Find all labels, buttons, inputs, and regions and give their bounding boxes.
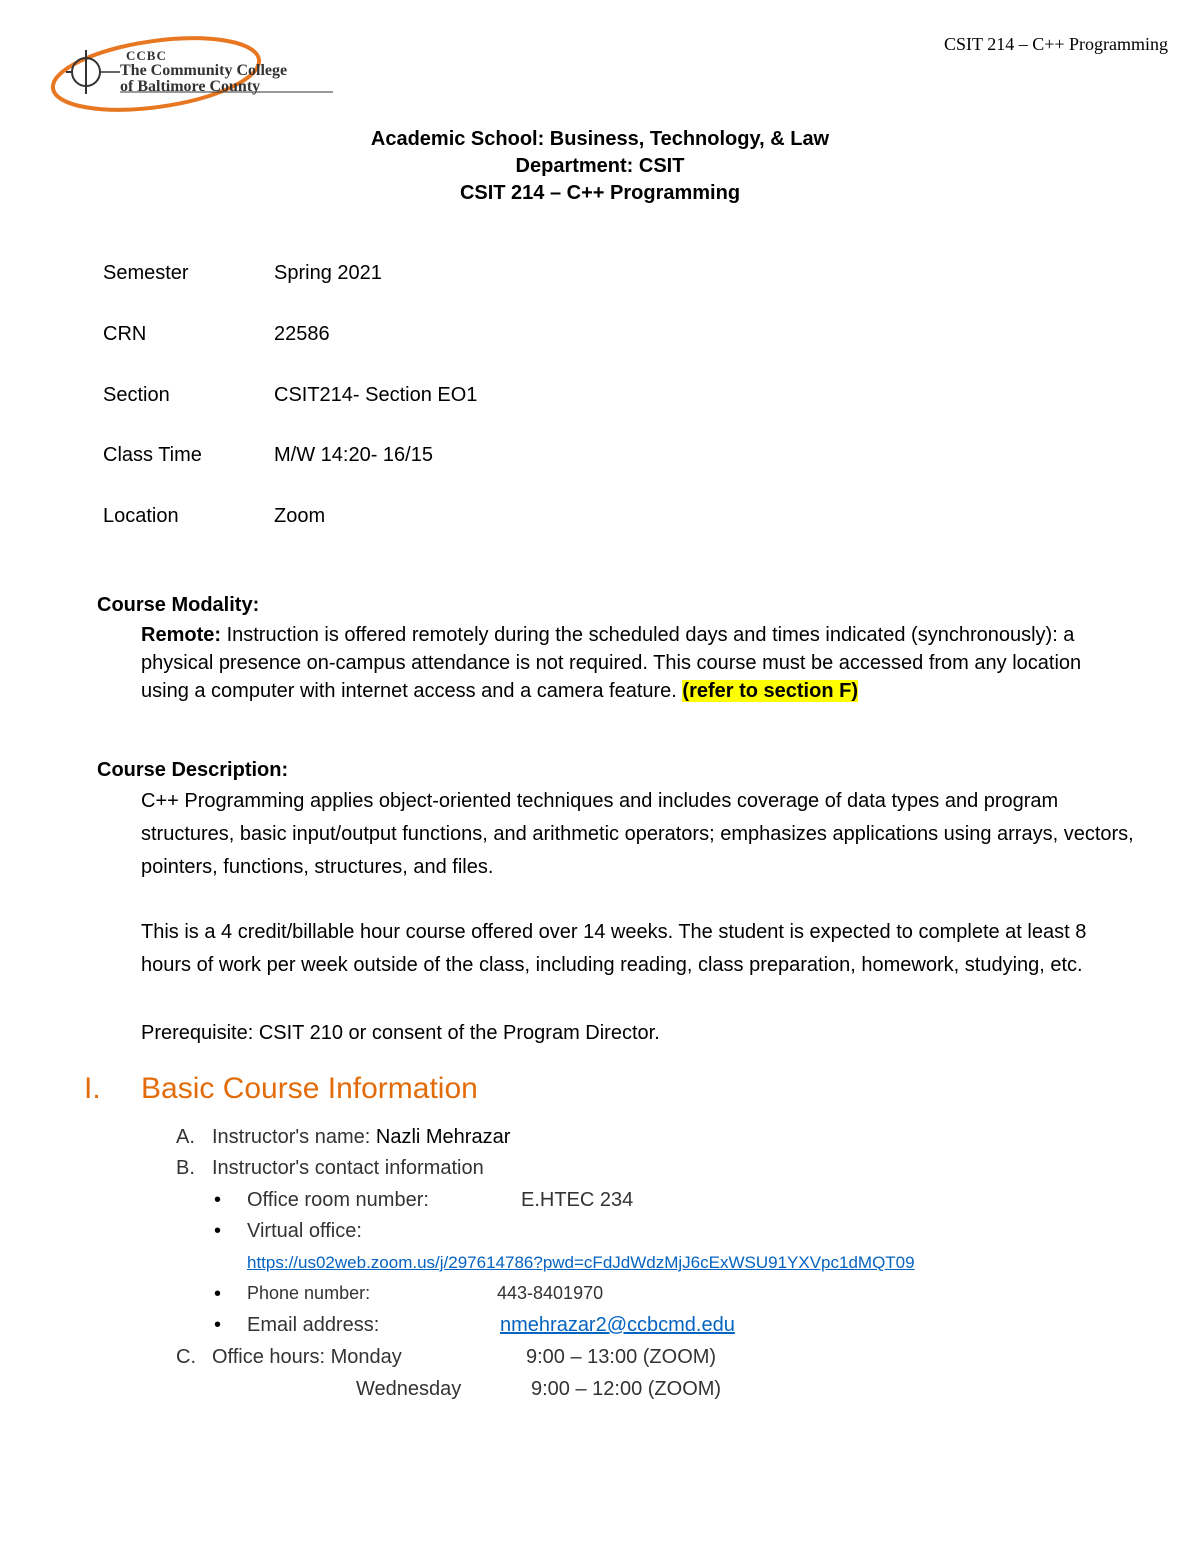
description-heading: Course Description: (97, 759, 289, 781)
title-block (0, 126, 1200, 207)
instructor-name-item (212, 1126, 510, 1149)
class-time-label: Class Time (103, 444, 202, 466)
bullet-icon: • (214, 1220, 222, 1242)
crn-value: 22586 (274, 323, 330, 345)
logo-line-1: The Community College (120, 62, 288, 79)
modality-text: Instruction is offered remotely during the scheduled days and times indicated (synchronously): a physical presence on-campus attendance is not required. This course must be accessed from any location using a computer with internet access and a camera feature. (141, 624, 1082, 702)
section-value: CSIT214- Section EO1 (274, 384, 478, 406)
crn-label: CRN (103, 323, 147, 345)
office-room-label: Office room number: (247, 1189, 429, 1211)
logo-abbr: CCBC (126, 48, 167, 63)
modality-heading: Course Modality: (97, 594, 260, 616)
college-logo (48, 36, 348, 116)
section-title: Basic Course Information (141, 1072, 478, 1105)
department-title: Department: CSIT (515, 155, 685, 177)
bullet-icon: • (214, 1314, 222, 1336)
instructor-name-label: Instructor's name: (212, 1126, 376, 1148)
contact-info-label: Instructor's contact information (212, 1157, 484, 1179)
description-paragraph-2: This is a 4 credit/billable hour course offered over 14 weeks. The student is expected to complete at least 8 hours of work per week outside of the class, including reading, class preparation, homework, studying, etc. (141, 921, 1087, 976)
semester-label: Semester (103, 262, 189, 284)
location-value: Zoom (274, 505, 326, 527)
semester-value: Spring 2021 (274, 262, 382, 284)
virtual-office-label: Virtual office: (247, 1220, 362, 1242)
prerequisite: Prerequisite: CSIT 210 or consent of the Program Director. (141, 1022, 660, 1044)
list-marker-a: A. (176, 1126, 195, 1148)
phone-value: 443-8401970 (497, 1283, 604, 1303)
wednesday-hours: 9:00 – 12:00 (ZOOM) (531, 1378, 722, 1400)
email-link[interactable]: nmehrazar2@ccbcmd.edu (500, 1314, 735, 1336)
phone-label: Phone number: (247, 1283, 371, 1303)
modality-paragraph (141, 621, 1091, 705)
office-hours-label: Office hours: Monday (212, 1346, 402, 1368)
virtual-office-link[interactable]: https://us02web.zoom.us/j/297614786?pwd=cFdJdWdzMjJ6cExWSU91YXVpc1dMQT09 (247, 1253, 915, 1272)
office-room-value: E.HTEC 234 (521, 1189, 634, 1211)
section-number: I. (84, 1072, 101, 1105)
class-time-value: M/W 14:20- 16/15 (274, 444, 433, 466)
email-label: Email address: (247, 1314, 380, 1336)
course-title: CSIT 214 – C++ Programming (459, 182, 741, 204)
instructor-name-value: Nazli Mehrazar (375, 1126, 511, 1148)
bullet-icon: • (214, 1283, 222, 1305)
logo-line-2: of Baltimore County (120, 78, 261, 95)
school-title: Academic School: Business, Technology, & Law (370, 128, 830, 150)
wednesday-label: Wednesday (356, 1378, 462, 1400)
location-label: Location (103, 505, 179, 527)
list-marker-b: B. (176, 1157, 195, 1179)
modality-label: Remote: (141, 624, 222, 646)
description-paragraph-1: C++ Programming applies object-oriented techniques and includes coverage of data types and program structures, basic input/output functions, and arithmetic operators; emphasizes applications using arrays, vectors, pointers, functions, structures, and files. (141, 790, 1134, 878)
bullet-icon: • (214, 1189, 222, 1211)
modality-highlight: (refer to section F) (682, 680, 858, 702)
list-marker-c: C. (176, 1346, 196, 1368)
monday-hours: 9:00 – 13:00 (ZOOM) (526, 1346, 717, 1368)
running-header: CSIT 214 – C++ Programming (944, 34, 1168, 54)
section-label: Section (103, 384, 170, 406)
